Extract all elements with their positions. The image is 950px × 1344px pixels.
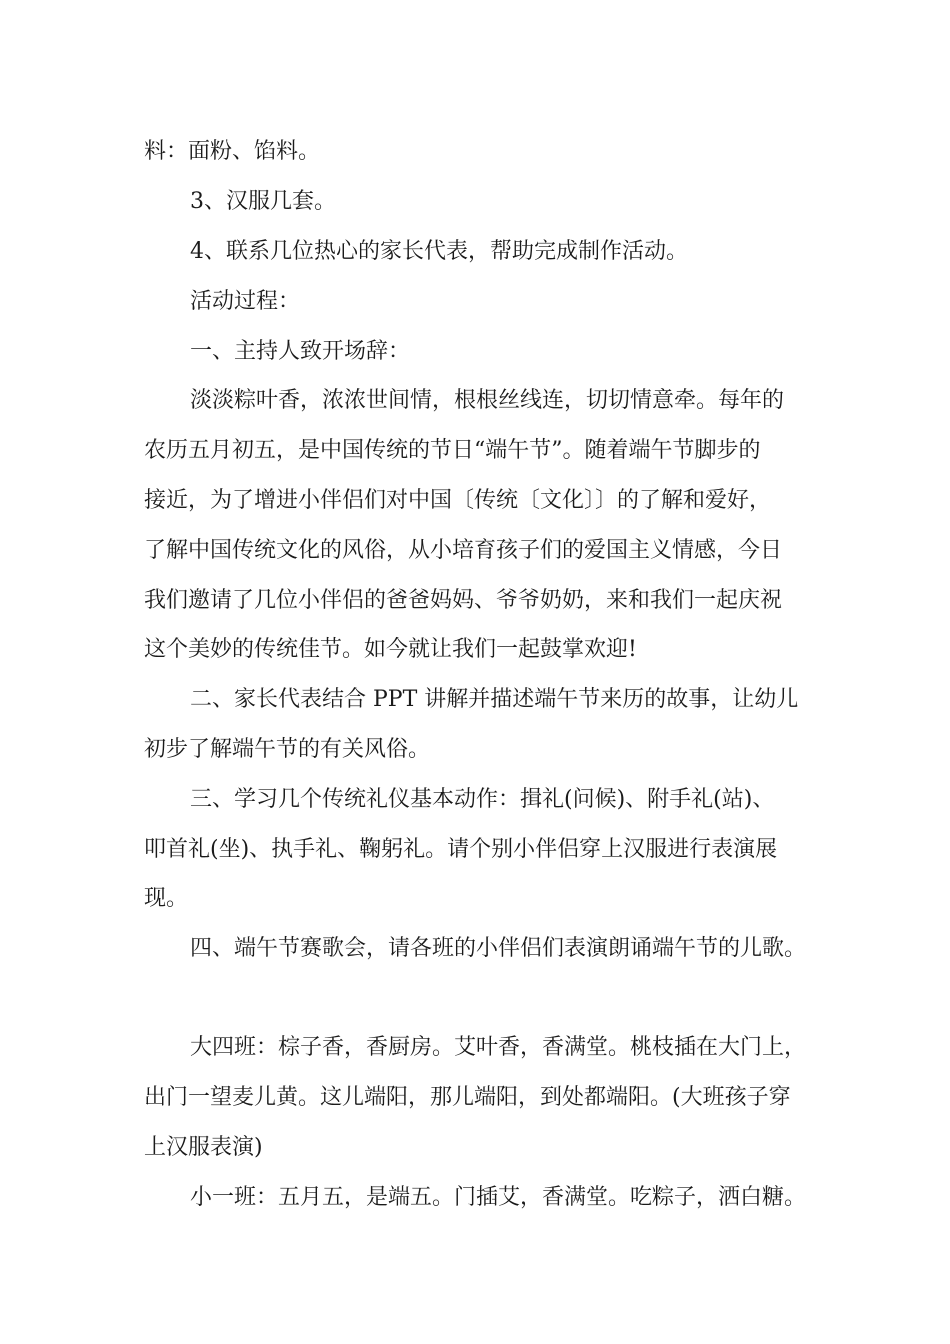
text-line: 大四班：棕子香，香厨房。艾叶香，香满堂。桃枝插在大门上，	[190, 1035, 807, 1060]
text-line: 现。	[144, 886, 189, 911]
text-line: 四、端午节赛歌会，请各班的小伴侣们表演朗诵端午节的儿歌。	[190, 936, 807, 961]
text-line: 我们邀请了几位小伴侣的爸爸妈妈、爷爷奶奶，来和我们一起庆祝	[144, 588, 783, 613]
text-line: 三、学习几个传统礼仪基本动作：揖礼(问候)、附手礼(站)、	[190, 787, 775, 812]
text-line: 叩首礼(坐)、执手礼、鞠躬礼。请个别小伴侣穿上汉服进行表演展	[144, 837, 778, 862]
text-line: 小一班：五月五，是端五。门插艾，香满堂。吃粽子，洒白糖。	[190, 1185, 807, 1210]
text-line: 3、汉服几套。	[190, 189, 336, 214]
text-line: 料：面粉、馅料。	[144, 139, 321, 164]
text-line: 出门一望麦儿黄。这儿端阳，那儿端阳，到处都端阳。(大班孩子穿	[144, 1085, 791, 1110]
text-line: 初步了解端午节的有关风俗。	[144, 737, 431, 762]
text-line: 4、联系几位热心的家长代表，帮助完成制作活动。	[190, 239, 688, 264]
text-line: 了解中国传统文化的风俗，从小培育孩子们的爱国主义情感，今日	[144, 538, 783, 563]
text-line: 农历五月初五，是中国传统的节日“端午节”。随着端午节脚步的	[144, 438, 761, 463]
text-line: 一、主持人致开场辞：	[190, 339, 411, 364]
text-line: 接近，为了增进小伴侣们对中国〔传统〔文化〕〕的了解和爱好，	[144, 488, 772, 513]
text-line: 上汉服表演)	[144, 1135, 263, 1160]
section-heading: 活动过程：	[190, 289, 301, 314]
text-line: 二、家长代表结合 PPT 讲解并描述端午节来历的故事，让幼儿	[190, 687, 799, 712]
text-line: 淡淡粽叶香，浓浓世间情，根根丝线连，切切情意牵。每年的	[190, 388, 785, 413]
text-line: 这个美妙的传统佳节。如今就让我们一起鼓掌欢迎!	[144, 637, 637, 662]
